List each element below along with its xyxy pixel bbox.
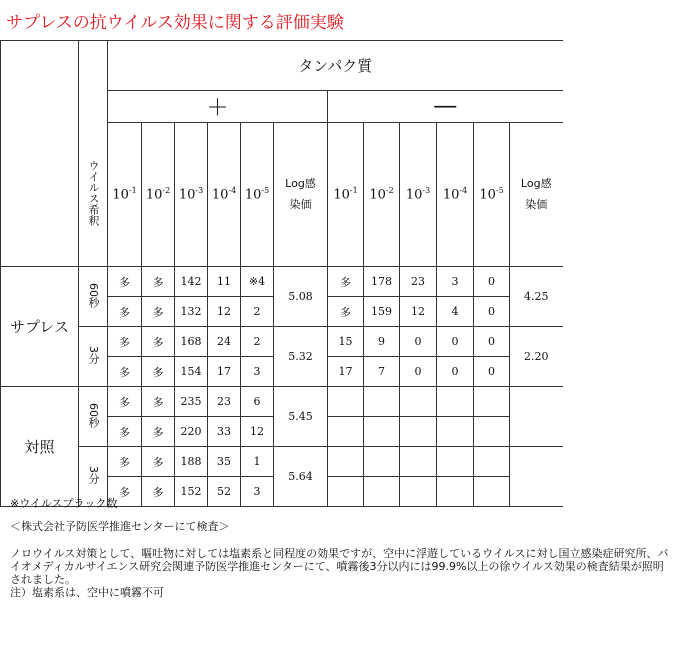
plaque-count: 188 xyxy=(175,447,208,477)
dilution-base: 10 xyxy=(369,187,386,203)
log-titer-value: 4.25 xyxy=(510,267,563,327)
plaque-count: 0 xyxy=(437,327,474,357)
dilution-header xyxy=(400,123,437,267)
plaque-count: 多 xyxy=(108,387,142,417)
plaque-count: ※4 xyxy=(241,267,274,297)
plaque-count: 多 xyxy=(108,267,142,297)
dilution-label: ウイルス希釈 xyxy=(87,159,101,226)
log-titer-value xyxy=(510,387,563,447)
dilution-exponent: -2 xyxy=(385,186,394,196)
plaque-count: 178 xyxy=(364,267,400,297)
dilution-base: 10 xyxy=(244,187,262,203)
dilution-exponent: -3 xyxy=(195,186,204,196)
dilution-base: 10 xyxy=(211,187,229,203)
footnote: ※ウイルスプラック数 xyxy=(10,497,118,510)
plaque-count xyxy=(400,417,437,447)
plaque-count: 33 xyxy=(208,417,241,447)
dilution-header xyxy=(437,123,474,267)
plaque-count: 1 xyxy=(241,447,274,477)
plaque-count: 2 xyxy=(241,297,274,327)
plaque-count: 多 xyxy=(142,417,175,447)
table-row xyxy=(1,387,563,417)
dilution-exponent: -5 xyxy=(261,186,270,196)
plaque-count xyxy=(364,417,400,447)
plaque-count: 12 xyxy=(400,297,437,327)
plaque-count: 多 xyxy=(108,477,142,507)
plaque-count: 多 xyxy=(142,267,175,297)
plaque-count xyxy=(328,417,364,447)
dilution-base: 10 xyxy=(178,187,196,203)
plaque-count: 多 xyxy=(108,447,142,477)
dilution-base: 10 xyxy=(442,187,460,203)
plaque-count: 多 xyxy=(142,477,175,507)
time-label: 60秒 xyxy=(87,402,101,428)
dilution-exponent: -1 xyxy=(349,186,358,196)
corner-cell xyxy=(79,91,108,123)
plaque-count: 12 xyxy=(241,417,274,447)
protein-header: タンパク質 xyxy=(108,41,563,91)
plaque-count xyxy=(400,477,437,507)
plaque-count: 4 xyxy=(437,297,474,327)
protein-minus-header: ― xyxy=(328,91,563,123)
description xyxy=(10,547,670,599)
corner-cell xyxy=(1,41,79,267)
dilution-base: 10 xyxy=(112,187,129,203)
dilution-header xyxy=(241,123,274,267)
plaque-count: 0 xyxy=(400,327,437,357)
plaque-count: 12 xyxy=(208,297,241,327)
plaque-count xyxy=(400,447,437,477)
plaque-count: 多 xyxy=(328,267,364,297)
plaque-count: 多 xyxy=(108,297,142,327)
plaque-count xyxy=(437,477,474,507)
plaque-count: 0 xyxy=(474,267,510,297)
plaque-count: 220 xyxy=(175,417,208,447)
plaque-count: 7 xyxy=(364,357,400,387)
table-row xyxy=(1,327,563,357)
plaque-count: 168 xyxy=(175,327,208,357)
log-titer-value: 5.08 xyxy=(274,267,328,327)
plaque-count: 多 xyxy=(108,327,142,357)
plaque-count xyxy=(474,447,510,477)
dilution-header xyxy=(364,123,400,267)
dilution-header xyxy=(474,123,510,267)
time-label-cell xyxy=(79,387,108,447)
plaque-count: 17 xyxy=(328,357,364,387)
log-titer-header xyxy=(274,123,328,267)
group-label: サプレス xyxy=(1,267,79,387)
dilution-exponent: -3 xyxy=(422,186,431,196)
plaque-count: 235 xyxy=(175,387,208,417)
plaque-count: 15 xyxy=(328,327,364,357)
plaque-count xyxy=(364,477,400,507)
dilution-base: 10 xyxy=(145,187,163,203)
log-titer-value: 5.64 xyxy=(274,447,328,507)
plaque-count xyxy=(437,447,474,477)
dilution-header xyxy=(142,123,175,267)
dilution-header xyxy=(175,123,208,267)
plaque-count: 132 xyxy=(175,297,208,327)
plaque-count: 0 xyxy=(474,297,510,327)
time-label: 60秒 xyxy=(87,282,101,308)
plaque-count: 多 xyxy=(142,327,175,357)
plaque-count: 11 xyxy=(208,267,241,297)
plaque-count: 0 xyxy=(400,357,437,387)
plaque-count: 154 xyxy=(175,357,208,387)
results-table xyxy=(0,40,563,507)
plaque-count xyxy=(328,387,364,417)
plaque-count: 35 xyxy=(208,447,241,477)
table-row xyxy=(1,447,563,477)
log-titer-value: 2.20 xyxy=(510,327,563,387)
plaque-count: 多 xyxy=(108,417,142,447)
description-text: ノロウイルス対策として、嘔吐物に対しては塩素系と同程度の効果ですが、空中に浮遊しているウイルスに対し国立感染症研究所、バイオメディカルサイエンス研究会関連予防医学推進センターにて、噴霧後3分以内には99.9%以上の徐ウイルス効果の検査結果が照明されました。 xyxy=(10,547,669,586)
plaque-count xyxy=(474,387,510,417)
plaque-count: 23 xyxy=(208,387,241,417)
plaque-count: 多 xyxy=(108,357,142,387)
plaque-count: 多 xyxy=(142,387,175,417)
plaque-count xyxy=(400,387,437,417)
time-label-cell xyxy=(79,327,108,387)
plaque-count: 多 xyxy=(328,297,364,327)
time-label: 3分 xyxy=(87,466,101,484)
plaque-count: 3 xyxy=(437,267,474,297)
dilution-exponent: -4 xyxy=(459,186,468,196)
plaque-count xyxy=(364,447,400,477)
plaque-count: 9 xyxy=(364,327,400,357)
plaque-count xyxy=(474,417,510,447)
plaque-count xyxy=(474,477,510,507)
log-titer-value: 5.32 xyxy=(274,327,328,387)
group-label: 対照 xyxy=(1,387,79,507)
plaque-count: 24 xyxy=(208,327,241,357)
log-titer-value: 5.45 xyxy=(274,387,328,447)
plaque-count: 0 xyxy=(474,357,510,387)
log-titer-value xyxy=(510,447,563,507)
chlorine-note: 注）塩素系は、空中に噴霧不可 xyxy=(10,586,164,599)
plaque-count: 2 xyxy=(241,327,274,357)
plaque-count: 6 xyxy=(241,387,274,417)
dilution-header xyxy=(208,123,241,267)
log-titer-label: Log感染価 xyxy=(520,176,552,211)
dilution-exponent: -1 xyxy=(128,186,137,196)
dilution-exponent: -2 xyxy=(162,186,171,196)
corner-cell xyxy=(79,41,108,91)
plaque-count xyxy=(437,387,474,417)
plaque-count: 多 xyxy=(142,357,175,387)
dilution-label-cell xyxy=(79,123,108,267)
log-titer-header xyxy=(510,123,563,267)
dilution-exponent: -4 xyxy=(228,186,237,196)
plaque-count: 23 xyxy=(400,267,437,297)
plaque-count xyxy=(437,417,474,447)
dilution-base: 10 xyxy=(405,187,423,203)
dilution-header xyxy=(328,123,364,267)
plaque-count: 3 xyxy=(241,477,274,507)
log-titer-label: Log感染価 xyxy=(285,176,316,211)
page-title: サプレスの抗ウイルス効果に関する評価実験 xyxy=(6,13,344,33)
dilution-base: 10 xyxy=(333,187,350,203)
dilution-header xyxy=(108,123,142,267)
plaque-count: 52 xyxy=(208,477,241,507)
time-label: 3分 xyxy=(87,346,101,364)
plaque-count xyxy=(328,447,364,477)
plaque-count xyxy=(364,387,400,417)
inspection-note: ＜株式会社予防医学推進センターにて検査＞ xyxy=(10,520,230,533)
dilution-exponent: -5 xyxy=(495,186,504,196)
plaque-count: 3 xyxy=(241,357,274,387)
plaque-count: 多 xyxy=(142,447,175,477)
dilution-base: 10 xyxy=(479,187,496,203)
plaque-count: 159 xyxy=(364,297,400,327)
plaque-count xyxy=(328,477,364,507)
plaque-count: 152 xyxy=(175,477,208,507)
plaque-count: 多 xyxy=(142,297,175,327)
protein-plus-header: ＋ xyxy=(108,91,328,123)
plaque-count: 17 xyxy=(208,357,241,387)
plaque-count: 0 xyxy=(437,357,474,387)
plaque-count: 0 xyxy=(474,327,510,357)
table-row xyxy=(1,267,563,297)
plaque-count: 142 xyxy=(175,267,208,297)
time-label-cell xyxy=(79,267,108,327)
